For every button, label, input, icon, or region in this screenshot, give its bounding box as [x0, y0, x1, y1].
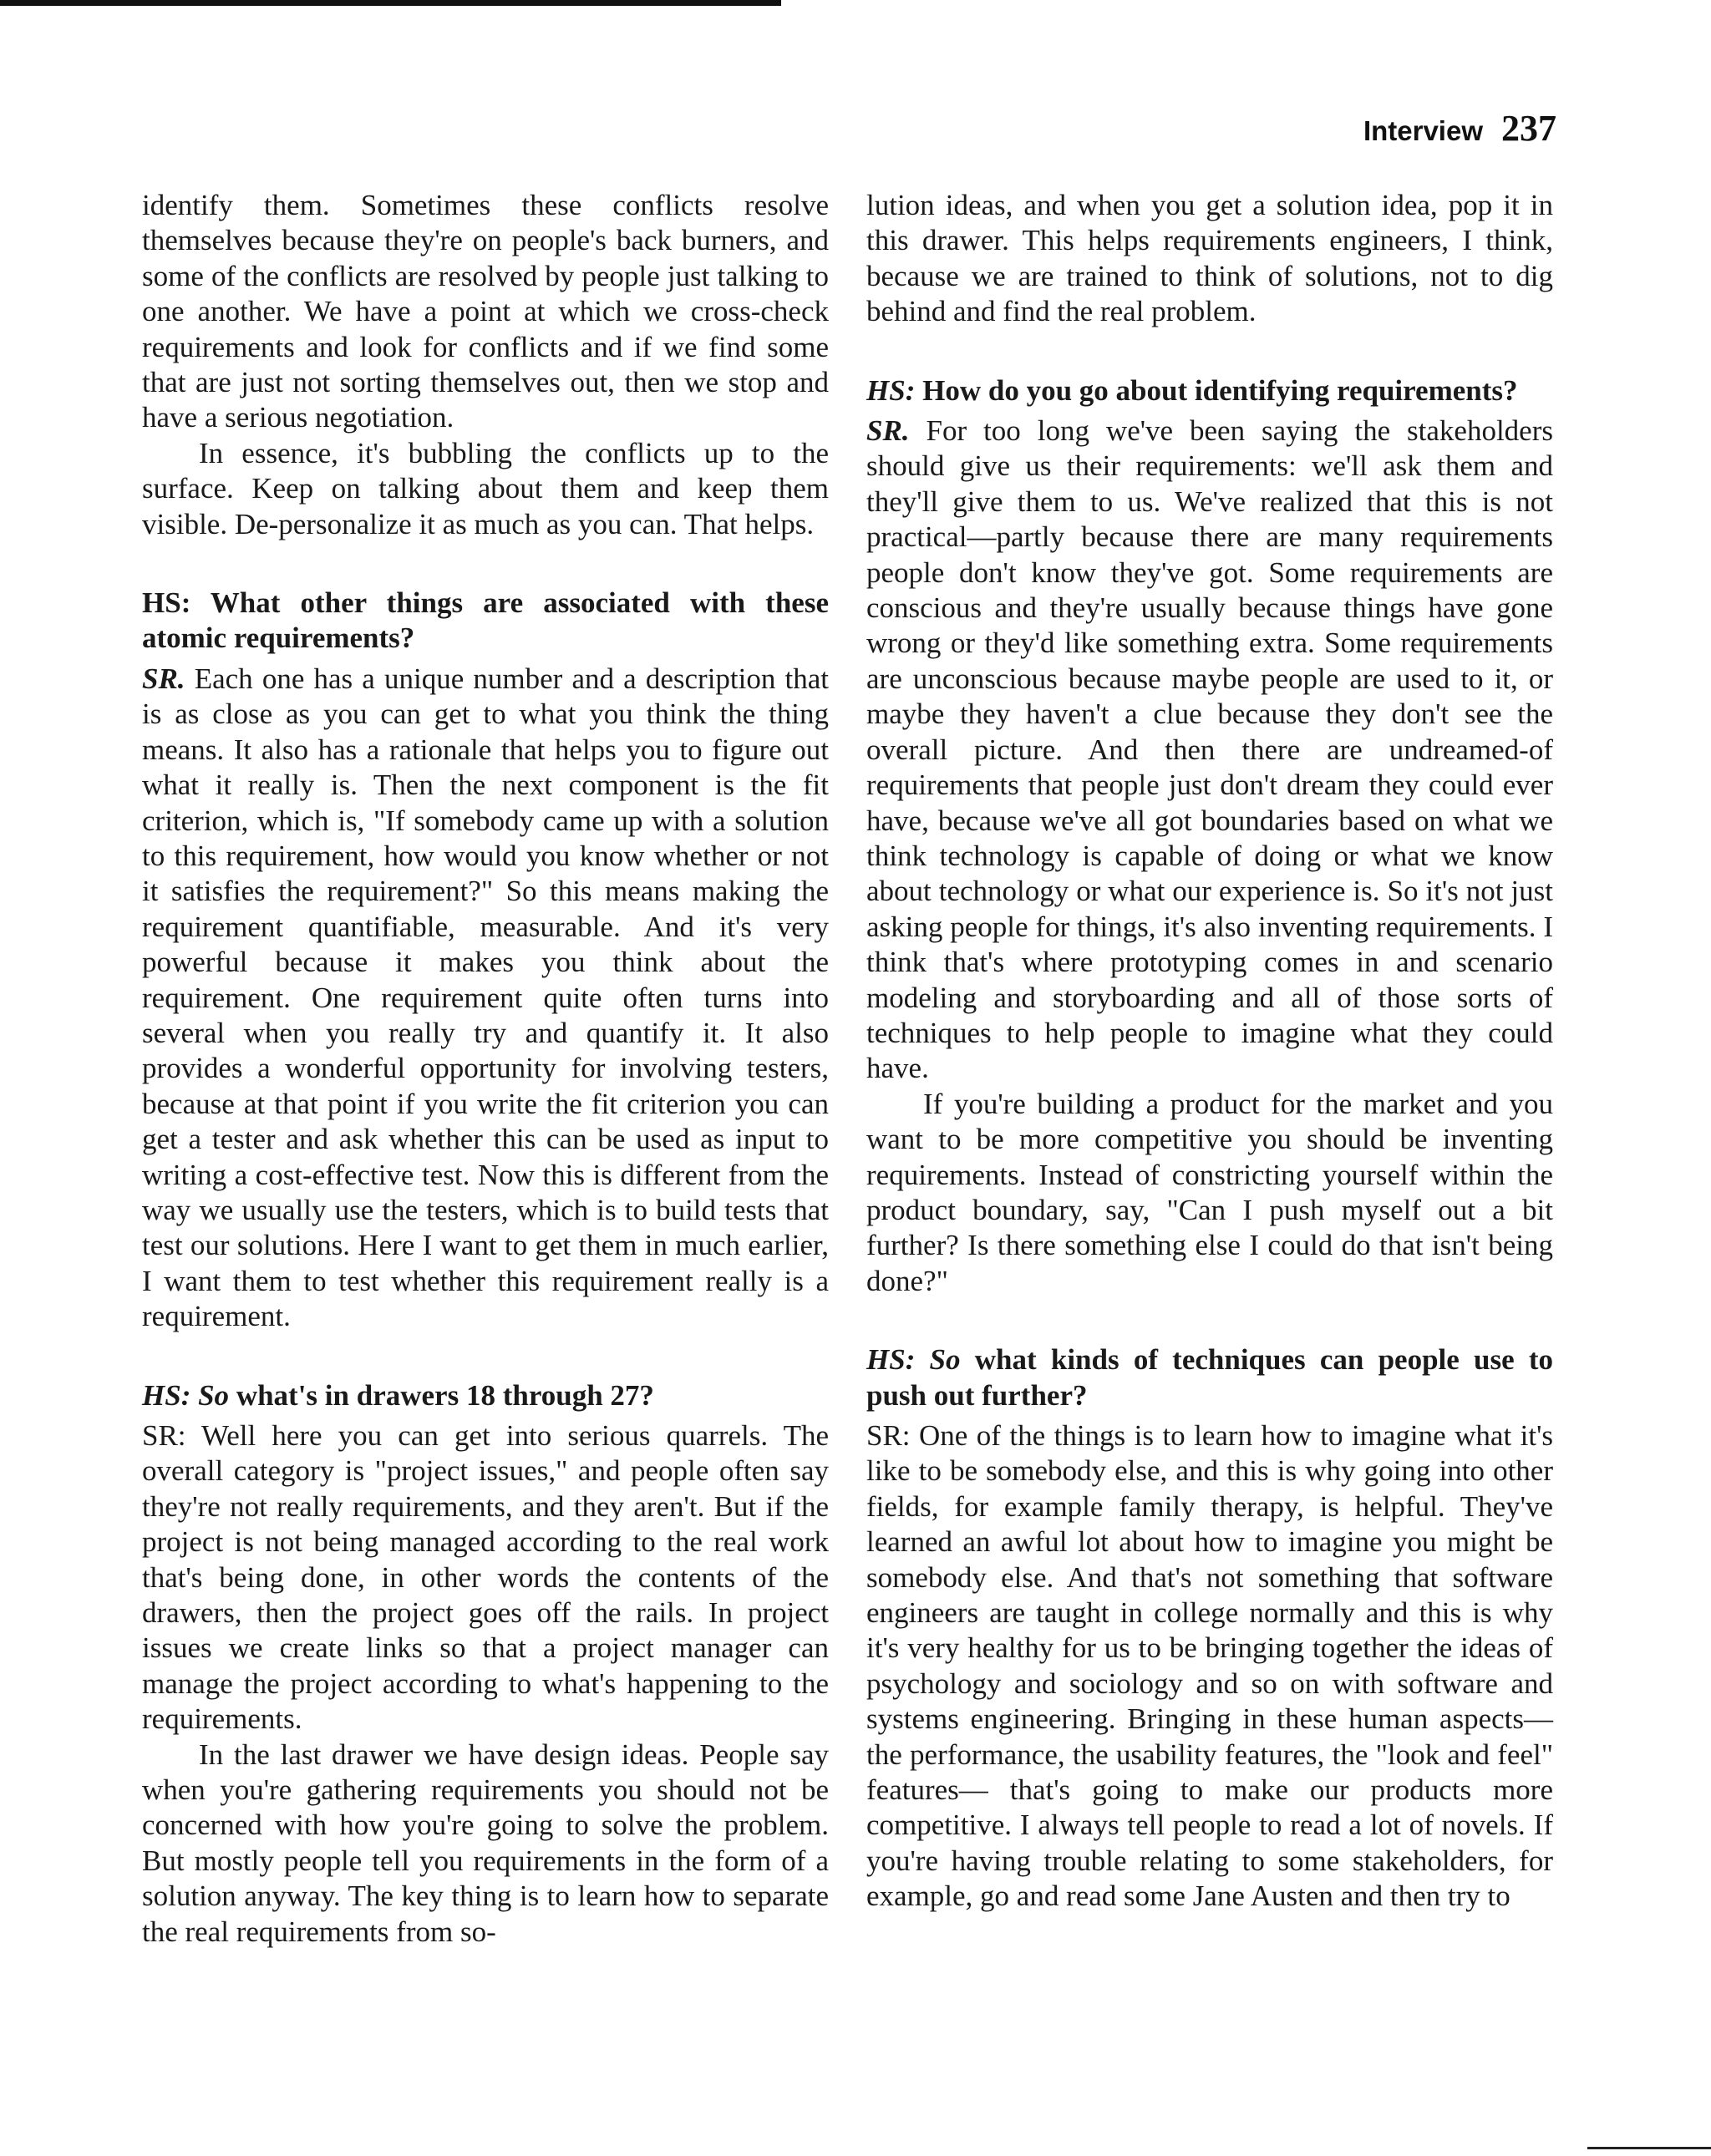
answer-drawers [142, 1418, 829, 1737]
left-paragraph-1: identify them. Sometimes these conflicts resolve themselves because they're on people's back burners, and some of the conflicts are resolved by people just talking to one another. We have a point at which we cross-check requirements and look for conflicts and if we find some that are just not sorting themselves out, then we stop and have a serious negotiation. [142, 189, 829, 434]
speaker-label: SR. [866, 414, 910, 448]
speaker-label: HS: So [866, 1343, 961, 1377]
left-paragraph-2: In essence, it's bubbling the conflicts up to the surface. Keep on talking about them and keep them visible. De-personalize it as much as you can. That helps. [142, 436, 829, 540]
question-drawers [142, 1378, 829, 1413]
right-paragraph-inventing: If you're building a product for the market and you want to be more competitive you should be inventing requirements. Instead of constricting yourself within the product boundary, say, "Can I push myself out a bit further? Is there something else I could do that isn't being done?" [866, 1087, 1553, 1297]
question-techniques [866, 1342, 1553, 1413]
speaker-label: SR. [142, 662, 185, 695]
answer-atomic-requirements [142, 662, 829, 1335]
right-column [866, 188, 1553, 1915]
right-paragraph-1: lution ideas, and when you get a solution idea, pop it in this drawer. This helps requirements engineers, I think, because we are trained to think of solutions, not to dig behind and find the real problem. [866, 189, 1553, 328]
answer-text: One of the things is to learn how to imagine what it's like to be somebody else, and this is why going into other fields, for example family therapy, is helpful. They've learned an awful lot about how to imagine you might be somebody else. And that's not something that software engineers are taught in college normally and this is why it's very healthy for us to be bringing together the ideas of psychology and sociology and so on with software and systems engineering. Bringing in these human aspects—the performance, the usability features, the "look and feel" features— that's going to make our products more competitive. I always tell people to read a lot of novels. If you're having trouble relating to some stakeholders, for example, go and read some Jane Austen and then try to [866, 1419, 1554, 1913]
bottom-rule [1587, 2147, 1711, 2149]
speaker-label: SR: [866, 1419, 911, 1452]
running-head [1363, 107, 1556, 150]
left-paragraph-design-ideas: In the last drawer we have design ideas. People say when you're gathering requirements you should not be concerned with how you're going to solve the problem. But mostly people tell you requirements in the form of a solution anyway. The key thing is to learn how to separate the real requirements from so- [142, 1737, 829, 1948]
running-head-section: Interview [1363, 115, 1483, 146]
answer-text: Well here you can get into serious quarrels. The overall category is "project issues," and people often say they're not really requirements, and they aren't. But if the project is not being managed according to the real work that's being done, in other words the contents of the drawers, then the project goes off the rails. In project issues we create links so that a project manager can manage the project according to what's happening to the requirements. [142, 1419, 829, 1736]
question-text: what's in drawers 18 through 27? [236, 1378, 654, 1412]
answer-identifying-requirements [866, 413, 1553, 1087]
page-number: 237 [1501, 108, 1556, 149]
answer-text: Each one has a unique number and a description that is as close as you can get to what you think the thing means. It also has a rationale that helps you to figure out what it really is. Then the next component is the fit criterion, which is, "If somebody came up with a solution to this requirement, how would you know whether or not it satisfies the requirement?" So this means making the requirement quantifiable, measurable. And it's very powerful because it makes you think about the requirement. One requirement quite often turns into several when you really try and quantify it. It also provides a wonderful opportunity for involving testers, because at that point if you write the fit criterion you can get a tester and ask whether this can be used as input to writing a cost-effective test. Now this is different from the way we usually use the testers, which is to build tests that test our solutions. Here I want to get them in much earlier, I want them to test whether this requirement really is a requirement. [142, 662, 829, 1333]
question-text: what kinds of techniques can people use to push out further? [866, 1343, 1554, 1412]
left-column [142, 188, 829, 1950]
speaker-label: SR: [142, 1419, 186, 1452]
top-rule [0, 0, 781, 6]
speaker-label: HS: [866, 373, 916, 407]
answer-techniques [866, 1418, 1553, 1915]
question-text: How do you go about identifying requirements? [922, 373, 1518, 407]
question-atomic-requirements: HS: What other things are associated with these atomic requirements? [142, 586, 829, 655]
question-identifying-requirements [866, 373, 1553, 408]
answer-text: For too long we've been saying the stakeholders should give us their requirements: we'll ask them and they'll give them to us. We've realized that this is not practical—partly because there are many requirements people don't know they've got. Some requirements are conscious and they're usually because things have gone wrong or they'd like something extra. Some requirements are unconscious because maybe people are used to it, or maybe they haven't a clue because they don't see the overall picture. And then there are undreamed-of requirements that people just don't dream they could ever have, because we've all got boundaries based on what we think technology is capable of doing or what we know about technology or what our experience is. So it's not just asking people for things, it's also inventing requirements. I think that's where prototyping comes in and scenario modeling and storyboarding and all of those sorts of techniques to help people to imagine what they could have. [866, 414, 1553, 1085]
speaker-label: HS: So [142, 1378, 230, 1412]
